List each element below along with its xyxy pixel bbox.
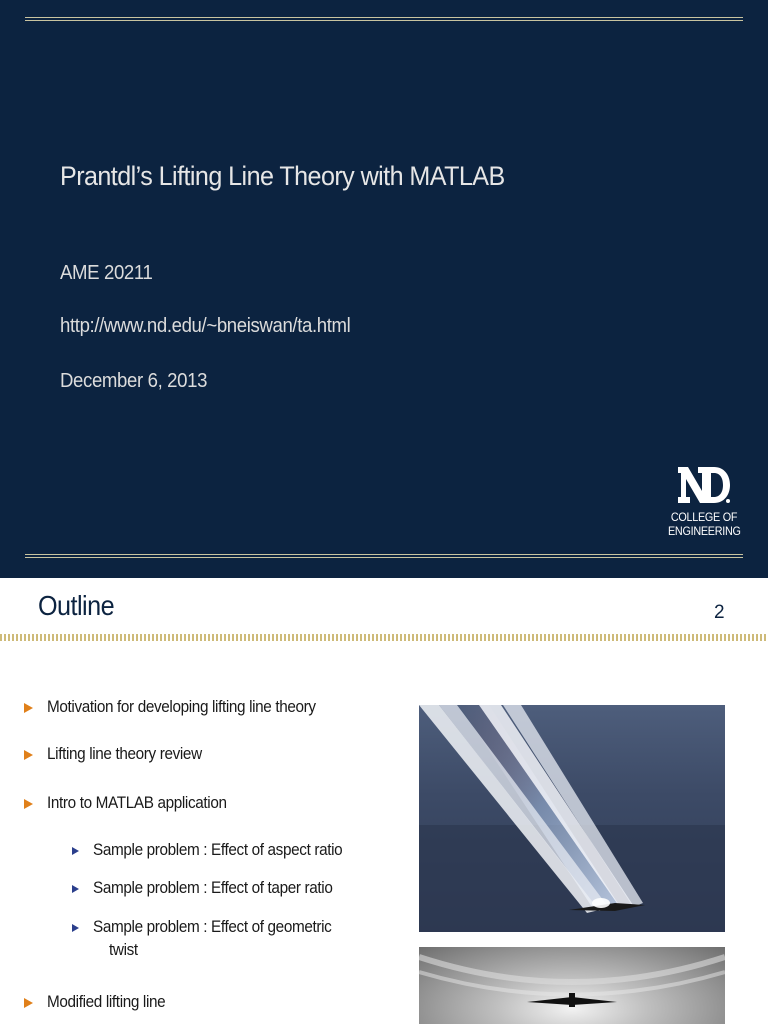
page-number: 2 xyxy=(714,602,725,623)
bullet-item: Modified lifting line xyxy=(47,992,166,1011)
bullet-arrow-icon xyxy=(24,998,33,1008)
bullet-arrow-icon xyxy=(24,703,33,713)
sub-bullet-arrow-icon xyxy=(72,885,79,893)
sub-bullet-arrow-icon xyxy=(72,847,79,855)
outline-title: Outline xyxy=(38,590,115,621)
bottom-divider xyxy=(25,554,743,558)
contrail-illustration xyxy=(419,705,725,932)
course-code: AME 20211 xyxy=(60,262,153,284)
sub-bullet-arrow-icon xyxy=(72,924,79,932)
sub-bullet-item: Sample problem : Effect of taper ratio xyxy=(93,878,333,897)
bullet-item: Motivation for developing lifting line theory xyxy=(47,697,316,716)
vortex-photo xyxy=(419,947,725,1024)
logo-line-college: COLLEGE OF xyxy=(670,510,738,524)
course-url: http://www.nd.edu/~bneiswan/ta.html xyxy=(60,315,351,337)
slide-title: Prantdl’s Lifting Line Theory with MATLAB xyxy=(60,161,505,191)
bullet-arrow-icon xyxy=(24,750,33,760)
dotted-divider xyxy=(0,634,768,641)
bullet-arrow-icon xyxy=(24,799,33,809)
outline-slide xyxy=(0,578,768,1024)
sub-bullet-continuation: twist xyxy=(109,940,138,959)
top-divider xyxy=(25,17,743,21)
sub-bullet-item: Sample problem : Effect of aspect ratio xyxy=(93,840,343,859)
nd-engineering-logo xyxy=(664,463,744,538)
bullet-item: Intro to MATLAB application xyxy=(47,793,227,812)
sub-bullet-item: Sample problem : Effect of geometric xyxy=(93,917,332,936)
bullet-item: Lifting line theory review xyxy=(47,744,202,763)
nd-monogram-icon xyxy=(676,463,732,507)
contrail-photo xyxy=(419,705,725,932)
presentation-date: December 6, 2013 xyxy=(60,370,208,392)
aircraft-silhouette-icon xyxy=(419,947,725,1024)
logo-line-engineering: ENGINEERING xyxy=(668,524,741,538)
